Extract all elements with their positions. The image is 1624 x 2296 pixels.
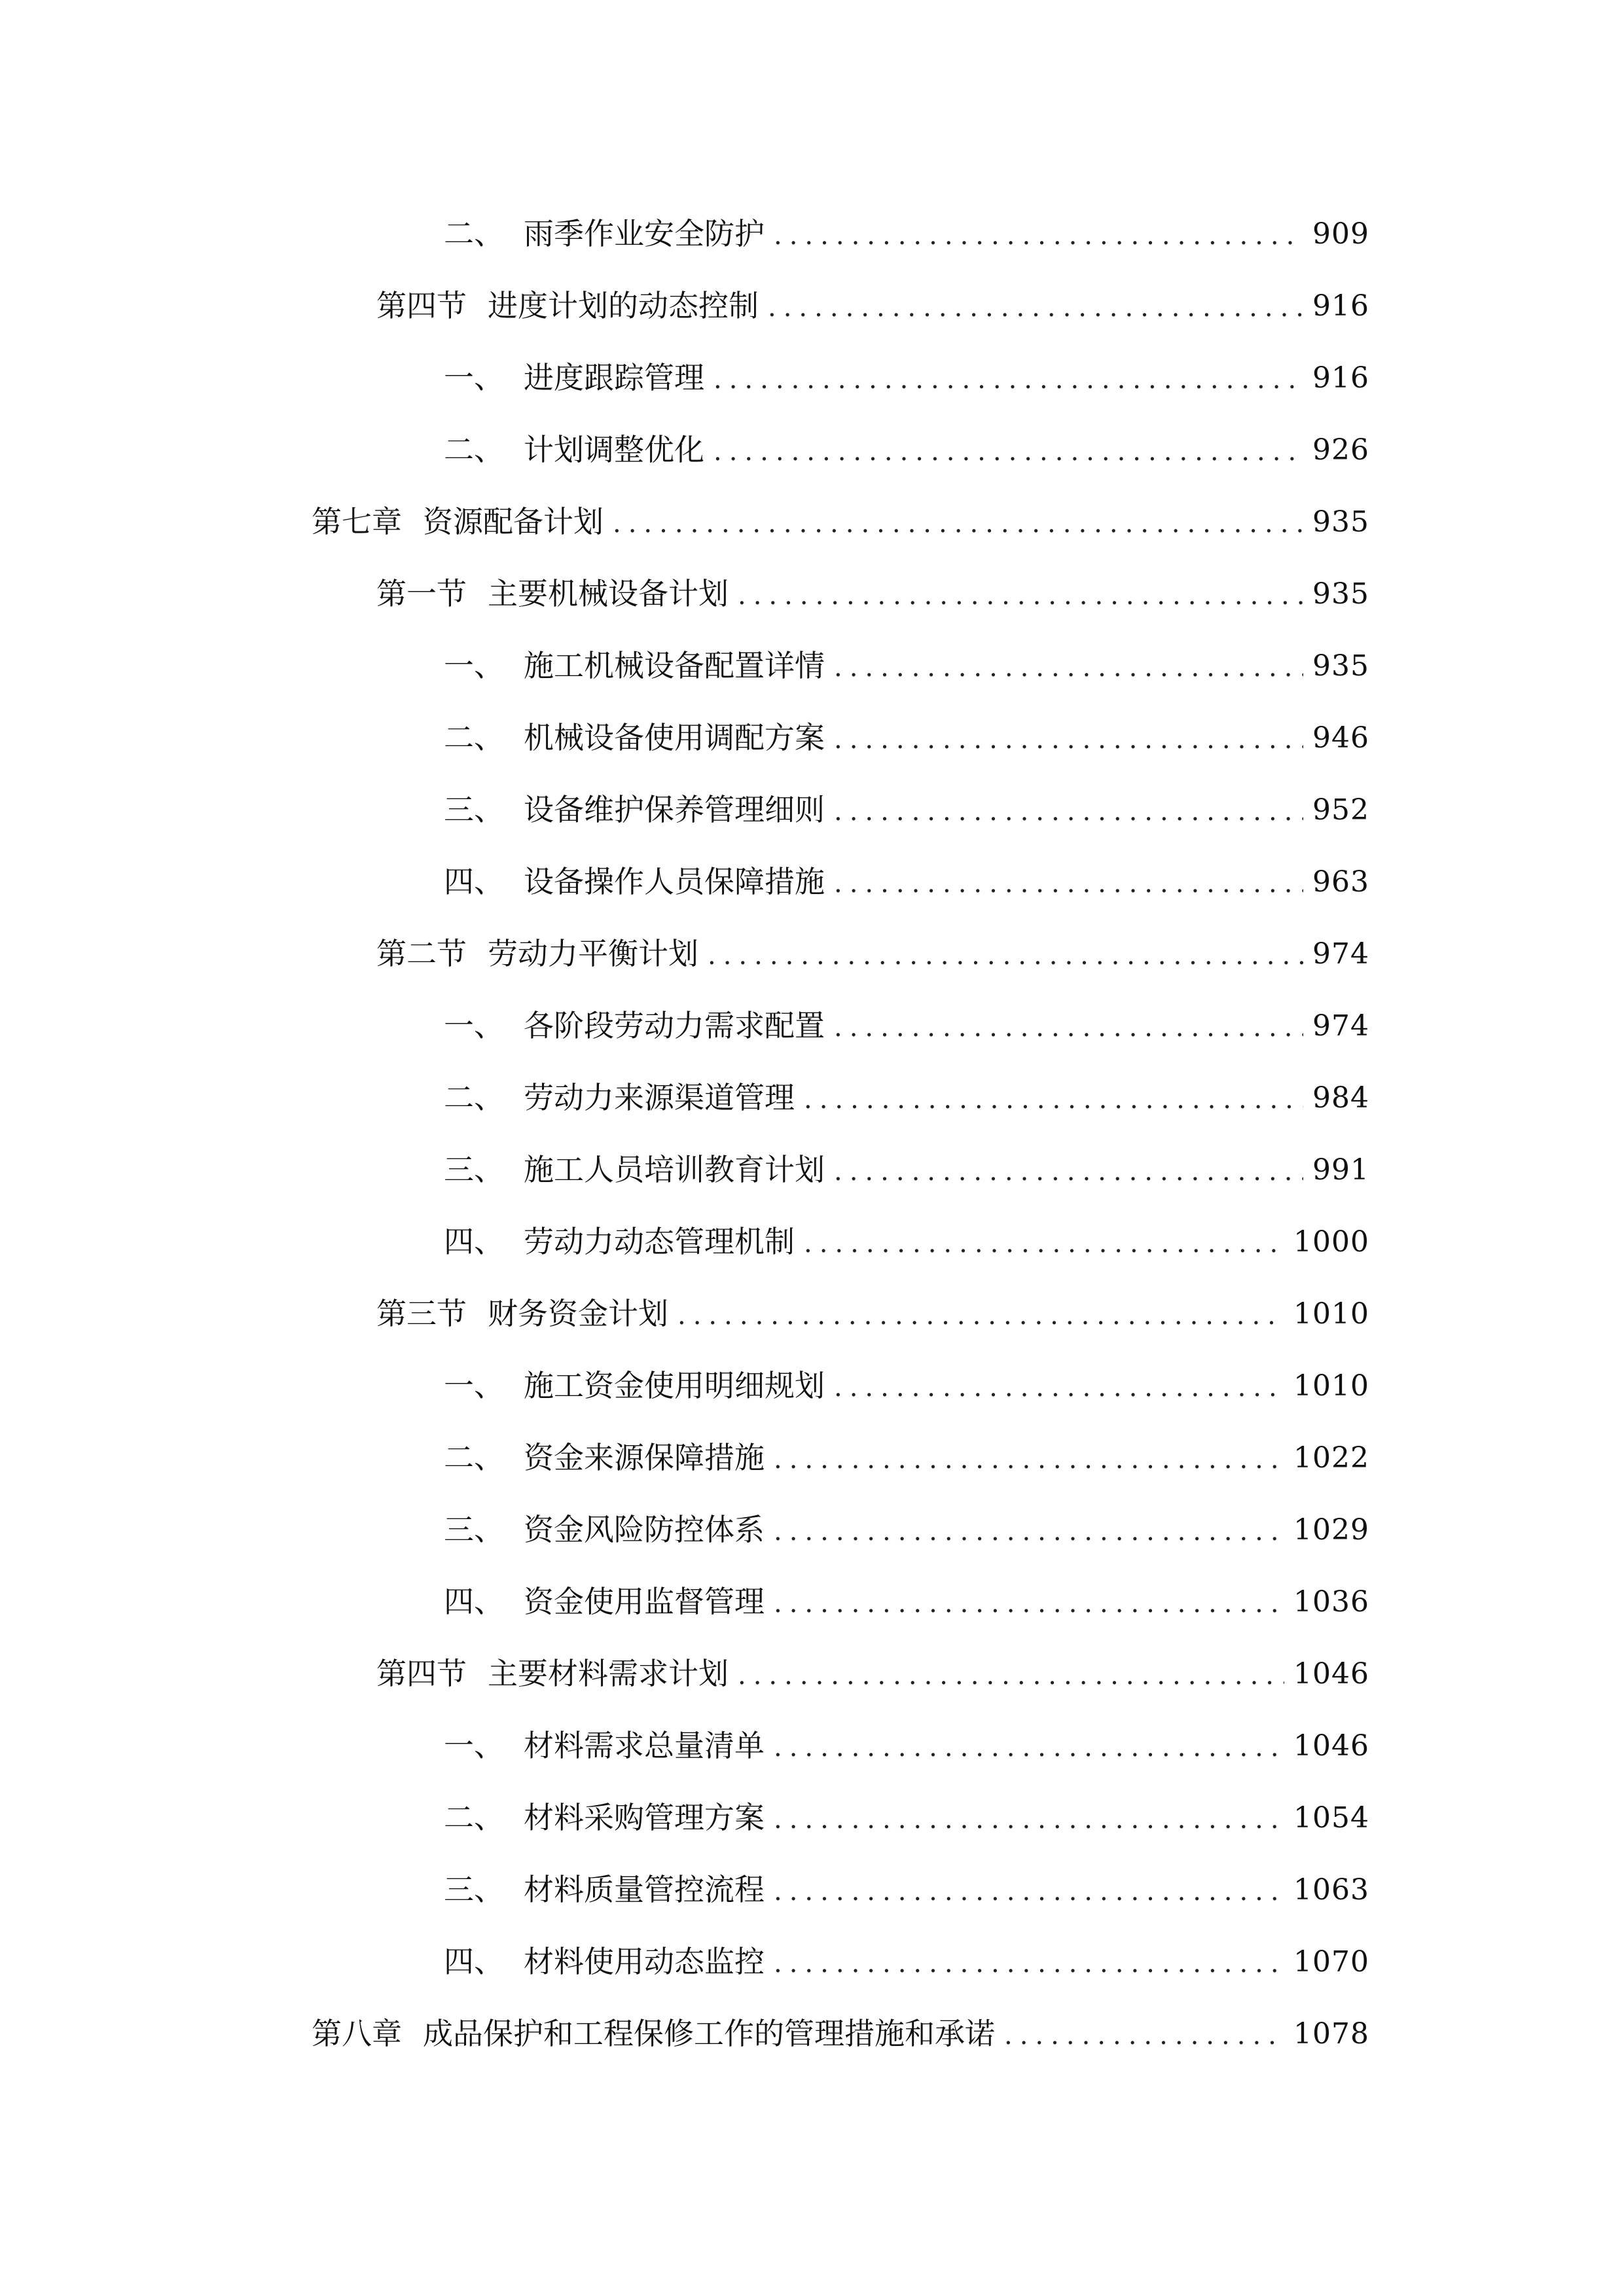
toc-entry-number: 第二节 xyxy=(376,936,467,971)
toc-entry-number: 一、 xyxy=(444,1008,504,1043)
toc-entry[interactable] xyxy=(376,556,1369,609)
dot-leader xyxy=(677,1302,1284,1329)
toc-entry[interactable] xyxy=(376,1636,1369,1689)
toc-entry-number: 二、 xyxy=(444,216,504,251)
toc-entry-title: 各阶段劳动力需求配置 xyxy=(524,1008,825,1043)
toc-entry-title: 资金来源保障措施 xyxy=(524,1440,765,1475)
toc-entry-number: 一、 xyxy=(444,1728,504,1763)
toc-entry-title: 资金使用监督管理 xyxy=(524,1584,765,1619)
toc-entry-title: 资金风险防控体系 xyxy=(524,1512,765,1547)
toc-entry[interactable] xyxy=(444,772,1369,825)
toc-entry-page: 1010 xyxy=(1293,1369,1369,1403)
toc-entry-title: 施工机械设备配置详情 xyxy=(524,648,825,683)
toc-entry-page: 935 xyxy=(1312,649,1369,683)
toc-entry[interactable] xyxy=(312,1996,1369,2049)
toc-entry-page: 926 xyxy=(1312,433,1369,467)
toc-entry-title: 进度跟踪管理 xyxy=(524,360,704,395)
toc-entry-page: 1010 xyxy=(1293,1297,1369,1331)
dot-leader xyxy=(774,1590,1284,1617)
dot-leader xyxy=(708,942,1303,969)
toc-entry[interactable] xyxy=(444,1708,1369,1761)
dot-leader xyxy=(774,1518,1284,1545)
toc-entry[interactable] xyxy=(444,1204,1369,1257)
toc-entry-page: 909 xyxy=(1312,217,1369,251)
toc-entry-number: 二、 xyxy=(444,1800,504,1835)
toc-entry[interactable] xyxy=(444,1780,1369,1833)
toc-entry-number: 二、 xyxy=(444,1440,504,1475)
toc-entry-page: 991 xyxy=(1312,1153,1369,1187)
toc-entry-number: 第四节 xyxy=(376,288,467,323)
toc-entry-page: 916 xyxy=(1312,289,1369,323)
toc-entry-title: 材料质量管控流程 xyxy=(524,1872,765,1907)
dot-leader xyxy=(613,511,1303,537)
toc-entry-title: 进度计划的动态控制 xyxy=(488,288,759,323)
toc-entry-title: 劳动力来源渠道管理 xyxy=(524,1080,795,1115)
toc-entry[interactable] xyxy=(444,1924,1369,1977)
toc-entry-title: 施工人员培训教育计划 xyxy=(524,1152,825,1187)
toc-entry-page: 1022 xyxy=(1293,1441,1369,1475)
toc-entry-page: 1078 xyxy=(1293,2017,1369,2051)
dot-leader xyxy=(774,1734,1284,1761)
toc-entry-number: 三、 xyxy=(444,792,504,827)
dot-leader xyxy=(774,1878,1284,1905)
toc-entry[interactable] xyxy=(376,916,1369,969)
toc-entry-page: 1036 xyxy=(1293,1585,1369,1619)
toc-entry-title: 财务资金计划 xyxy=(488,1296,668,1331)
toc-entry-page: 946 xyxy=(1312,721,1369,755)
toc-entry-page: 974 xyxy=(1312,937,1369,971)
toc-entry[interactable] xyxy=(444,340,1369,393)
toc-entry-title: 主要材料需求计划 xyxy=(488,1656,729,1691)
toc-entry[interactable] xyxy=(376,1276,1369,1329)
toc-entry-title: 施工资金使用明细规划 xyxy=(524,1368,825,1403)
dot-leader xyxy=(834,1158,1303,1185)
toc-entry-number: 一、 xyxy=(444,648,504,683)
toc-entry[interactable] xyxy=(444,1060,1369,1113)
toc-entry[interactable] xyxy=(444,700,1369,753)
toc-entry-page: 916 xyxy=(1312,361,1369,395)
toc-entry-number: 第一节 xyxy=(376,576,467,611)
toc-entry-page: 1029 xyxy=(1293,1513,1369,1547)
dot-leader xyxy=(834,798,1303,825)
toc-entry-title: 主要机械设备计划 xyxy=(488,576,729,611)
dot-leader xyxy=(834,870,1303,897)
toc-entry[interactable] xyxy=(444,1420,1369,1473)
dot-leader xyxy=(774,223,1303,249)
toc-entry-title: 机械设备使用调配方案 xyxy=(524,720,825,755)
toc-entry-page: 984 xyxy=(1312,1081,1369,1115)
dot-leader xyxy=(713,367,1303,393)
toc-entry-title: 材料使用动态监控 xyxy=(524,1944,765,1979)
toc-entry[interactable] xyxy=(444,196,1369,249)
toc-entry-page: 1054 xyxy=(1293,1801,1369,1835)
toc-entry[interactable] xyxy=(444,988,1369,1041)
toc-entry-page: 1000 xyxy=(1293,1225,1369,1259)
toc-entry-number: 四、 xyxy=(444,1584,504,1619)
dot-leader xyxy=(774,1806,1284,1833)
toc-entry-number: 四、 xyxy=(444,864,504,899)
toc-entry-title: 劳动力平衡计划 xyxy=(488,936,698,971)
toc-entry[interactable] xyxy=(312,484,1369,537)
toc-entry-page: 974 xyxy=(1312,1009,1369,1043)
dot-leader xyxy=(834,726,1303,753)
toc-entry-number: 第三节 xyxy=(376,1296,467,1331)
toc-entry-page: 963 xyxy=(1312,865,1369,899)
toc-entry-title: 劳动力动态管理机制 xyxy=(524,1224,795,1259)
dot-leader xyxy=(738,1662,1284,1689)
toc-entry-number: 三、 xyxy=(444,1512,504,1547)
toc-entry[interactable] xyxy=(376,268,1369,321)
toc-entry-number: 三、 xyxy=(444,1152,504,1187)
toc-entry-page: 952 xyxy=(1312,793,1369,827)
dot-leader xyxy=(1004,2022,1284,2049)
dot-leader xyxy=(774,1950,1284,1977)
dot-leader xyxy=(713,439,1303,465)
toc-entry-number: 二、 xyxy=(444,720,504,755)
toc-entry-number: 二、 xyxy=(444,1080,504,1115)
dot-leader xyxy=(768,295,1303,321)
toc-entry-title: 材料需求总量清单 xyxy=(524,1728,765,1763)
toc-entry-title: 成品保护和工程保修工作的管理措施和承诺 xyxy=(423,2016,995,2051)
toc-entry-page: 1070 xyxy=(1293,1945,1369,1979)
dot-leader xyxy=(834,1374,1284,1401)
toc-entry-title: 材料采购管理方案 xyxy=(524,1800,765,1835)
toc-entry-title: 雨季作业安全防护 xyxy=(524,216,765,251)
toc-entry-number: 四、 xyxy=(444,1224,504,1259)
dot-leader xyxy=(738,583,1303,609)
toc-entry-number: 第四节 xyxy=(376,1656,467,1691)
toc-entry[interactable] xyxy=(444,1348,1369,1401)
toc-entry-number: 第八章 xyxy=(312,2016,402,2051)
toc-entry-number: 二、 xyxy=(444,432,504,467)
toc-entry-number: 三、 xyxy=(444,1872,504,1907)
toc-entry-page: 935 xyxy=(1312,505,1369,539)
dot-leader xyxy=(804,1086,1303,1113)
toc-entry-title: 设备操作人员保障措施 xyxy=(524,864,825,899)
dot-leader xyxy=(774,1446,1284,1473)
toc-entry-page: 1063 xyxy=(1293,1873,1369,1907)
toc-entry-title: 设备维护保养管理细则 xyxy=(524,792,825,827)
dot-leader xyxy=(834,655,1303,681)
toc-entry[interactable] xyxy=(444,412,1369,465)
toc-entry-page: 1046 xyxy=(1293,1657,1369,1691)
toc-entry[interactable] xyxy=(444,1564,1369,1617)
toc-entry-page: 1046 xyxy=(1293,1729,1369,1763)
toc-entry[interactable] xyxy=(444,1132,1369,1185)
toc-entry-number: 四、 xyxy=(444,1944,504,1979)
dot-leader xyxy=(834,1014,1303,1041)
toc-entry-number: 第七章 xyxy=(312,504,402,539)
toc-entry-page: 935 xyxy=(1312,577,1369,611)
toc-entry[interactable] xyxy=(444,844,1369,897)
toc-entry[interactable] xyxy=(444,628,1369,681)
toc-entry-number: 一、 xyxy=(444,1368,504,1403)
toc-entry-number: 一、 xyxy=(444,360,504,395)
dot-leader xyxy=(804,1230,1284,1257)
toc-entry[interactable] xyxy=(444,1492,1369,1545)
toc-entry[interactable] xyxy=(444,1852,1369,1905)
toc-entry-title: 计划调整优化 xyxy=(524,432,704,467)
toc-entry-title: 资源配备计划 xyxy=(423,504,604,539)
